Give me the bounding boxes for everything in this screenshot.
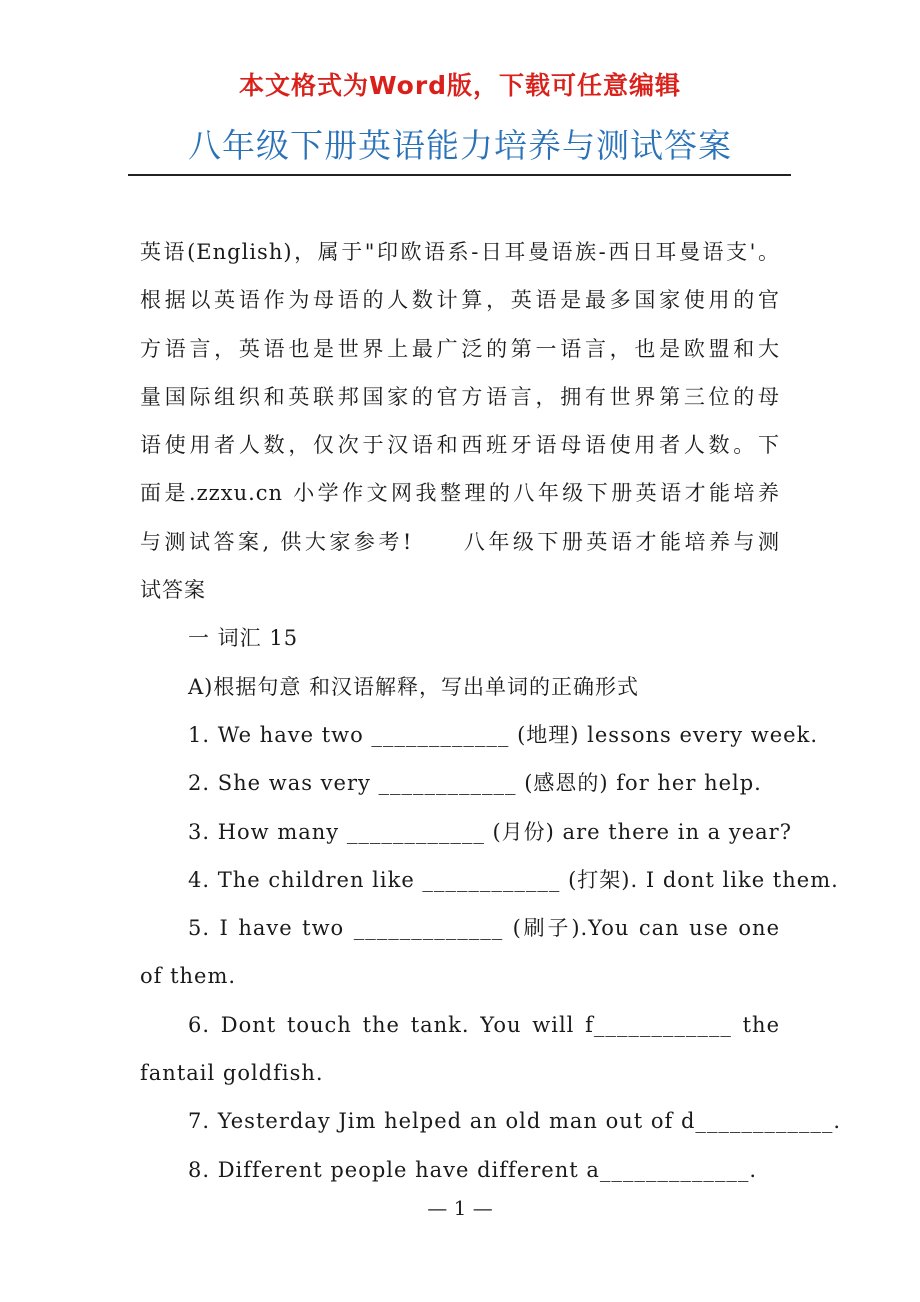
intro-line: 与测试答案, 供大家参考! 八年级下册英语才能培养与测: [140, 529, 780, 554]
intro-line: 试答案: [140, 578, 206, 603]
document-body: [140, 228, 842, 1194]
intro-line: 量国际组织和英联邦国家的官方语言，拥有世界第三位的母: [140, 384, 780, 409]
page-number: — 1 —: [427, 1196, 493, 1220]
intro-line: 面是.zzxu.cn 小学作文网我整理的八年级下册英语才能培养: [140, 481, 780, 506]
question-item: 7. Yesterday Jim helped an old man out of d____________.: [188, 1109, 842, 1134]
title-divider: [128, 174, 791, 176]
intro-line: 英语(English)，属于"印欧语系-日耳曼语族-西日耳曼语支'。: [140, 240, 780, 264]
question-item: 5. I have two _____________ (刷子).You can use one of them.: [140, 916, 780, 989]
question-item: 6. Dont touch the tank. You will f____________ the fantail goldfish.: [140, 1012, 780, 1086]
question-item: 8. Different people have different a_____________.: [188, 1157, 758, 1182]
question-item: 4. The children like ____________ (打架). I dont like them.: [188, 867, 839, 892]
intro-line: 方语言，英语也是世界上最广泛的第一语言，也是欧盟和大: [140, 336, 780, 361]
question-item: 1. We have two ____________ (地理) lessons every week.: [188, 722, 819, 747]
question-item: 2. She was very ____________ (感恩的) for her help.: [188, 771, 762, 796]
intro-line: 语使用者人数，仅次于汉语和西班牙语母语使用者人数。下: [140, 433, 780, 458]
document-title: 八年级下册英语能力培养与测试答案: [188, 126, 732, 165]
format-banner: 本文格式为Word版，下载可任意编辑: [238, 71, 682, 100]
intro-line: 根据以英语作为母语的人数计算，英语是最多国家使用的官: [140, 288, 780, 313]
question-item: 3. How many ____________ (月份) are there in a year?: [188, 819, 792, 844]
instruction-text: A)根据句意 和汉语解释，写出单词的正确形式: [188, 674, 640, 699]
section-heading: 一 词汇 15: [188, 626, 299, 651]
